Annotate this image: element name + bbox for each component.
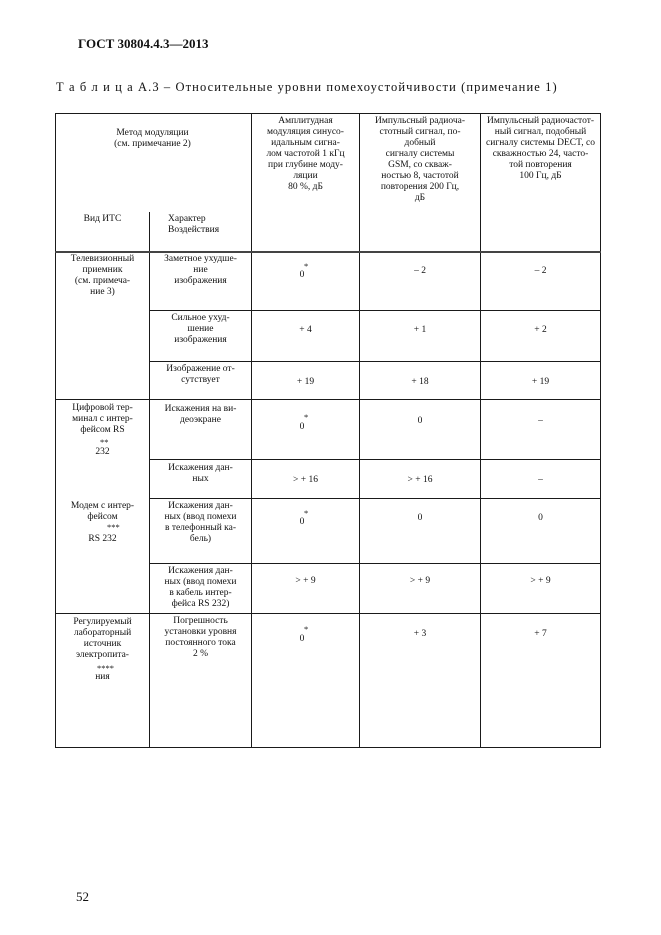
table-right-border (600, 113, 601, 748)
document-header: ГОСТ 30804.4.3—2013 (78, 36, 209, 51)
value-cell: 0 (417, 416, 423, 426)
group-modem: Модем с интер- фейсом RS 232 (70, 501, 135, 544)
value-cell: 0 (538, 513, 543, 523)
character-cell: Погрешность установки уровня постоянного тока 2 % (164, 616, 237, 659)
group-digital-terminal: Цифровой тер- минал с интер- фейсом RS 232 (72, 403, 133, 457)
group-tv-receiver: Телевизионный приемник (см. примеча- ние 3) (70, 254, 135, 297)
value-cell: 0 (299, 634, 305, 644)
row-separator (149, 361, 601, 362)
value-cell: – 2 (414, 266, 426, 276)
table-bottom-border (55, 747, 601, 748)
row-separator (149, 310, 601, 311)
value-cell: > + 9 (409, 576, 431, 586)
value-cell: 0 (417, 513, 423, 523)
value-cell: > + 9 (530, 576, 551, 586)
value-cell: + 3 (413, 629, 427, 639)
value-cell: + 1 (413, 325, 427, 335)
row-separator (149, 498, 601, 499)
group-separator (55, 399, 601, 400)
page-number: 52 (76, 889, 89, 904)
table-caption: Т а б л и ц а А.3 – Относительные уровни помехоустойчивости (примечание 1) (56, 80, 558, 94)
gsm-pulse-header: Импульсный радиоча- стотный сигнал, по- добный сигналу системы GSM, со скваж- ностью 8, частотой повторения 200 Гц, дБ (374, 116, 466, 203)
character-cell: Сильное ухуд- шение изображения (171, 313, 230, 345)
column-divider (359, 113, 360, 748)
header-separator (55, 251, 601, 253)
value-cell: 0 (299, 422, 305, 432)
value-cell: + 4 (299, 325, 312, 335)
footnote-marker: * (304, 412, 309, 422)
character-header: Характер Воздействия (168, 214, 220, 235)
value-cell: + 19 (531, 377, 550, 387)
column-divider (251, 113, 252, 748)
footnote-marker: * (304, 624, 309, 634)
row-separator (149, 563, 601, 564)
value-cell: 0 (299, 517, 305, 527)
table-top-border (55, 113, 601, 114)
value-cell: > + 9 (295, 576, 316, 586)
column-divider (480, 113, 481, 748)
value-cell: + 7 (534, 629, 547, 639)
character-cell: Искажения дан- ных (ввод помехи в кабель интер- фейса RS 232) (164, 566, 237, 609)
footnote-marker: **** (97, 663, 114, 673)
dect-pulse-header: Импульсный радиочастот- ный сигнал, подобный сигналу системы DECT, со скважностью 24, часто- той повторения 100 Гц, дБ (486, 116, 595, 181)
value-cell: + 19 (296, 377, 315, 387)
value-cell: – 2 (534, 266, 547, 276)
character-cell: Искажения на ви- деоэкране (164, 404, 237, 425)
character-cell: Искажения дан- ных (ввод помехи в телефонный ка- бель) (164, 501, 237, 544)
am-modulation-header: Амплитудная модуляция синусо- идальным сигна- лом частотой 1 кГц при глубине моду- ляции 80 %, дБ (266, 116, 345, 192)
group-lab-power-supply: Регулируемый лабораторный источник электропита- ния (73, 617, 132, 682)
character-cell: Изображение от- сутствует (166, 364, 235, 385)
value-cell: – (538, 416, 543, 426)
value-cell: > + 16 (293, 475, 318, 485)
footnote-marker: * (304, 508, 309, 518)
value-cell: + 2 (534, 325, 547, 335)
footnote-marker: *** (107, 522, 120, 532)
value-cell: > + 16 (407, 475, 433, 485)
its-type-header: Вид ИТС (83, 214, 122, 224)
method-header: Метод модуляции (см. примечание 2) (114, 128, 191, 149)
footnote-marker: ** (100, 437, 109, 447)
group-separator (55, 613, 601, 614)
value-cell: – (538, 475, 543, 485)
character-cell: Заметное ухудше- ние изображения (164, 254, 237, 286)
value-cell: + 18 (411, 377, 429, 387)
row-separator (149, 459, 601, 460)
character-cell: Искажения дан- ных (168, 463, 233, 484)
footnote-marker: * (304, 261, 309, 271)
value-cell: 0 (299, 270, 305, 280)
